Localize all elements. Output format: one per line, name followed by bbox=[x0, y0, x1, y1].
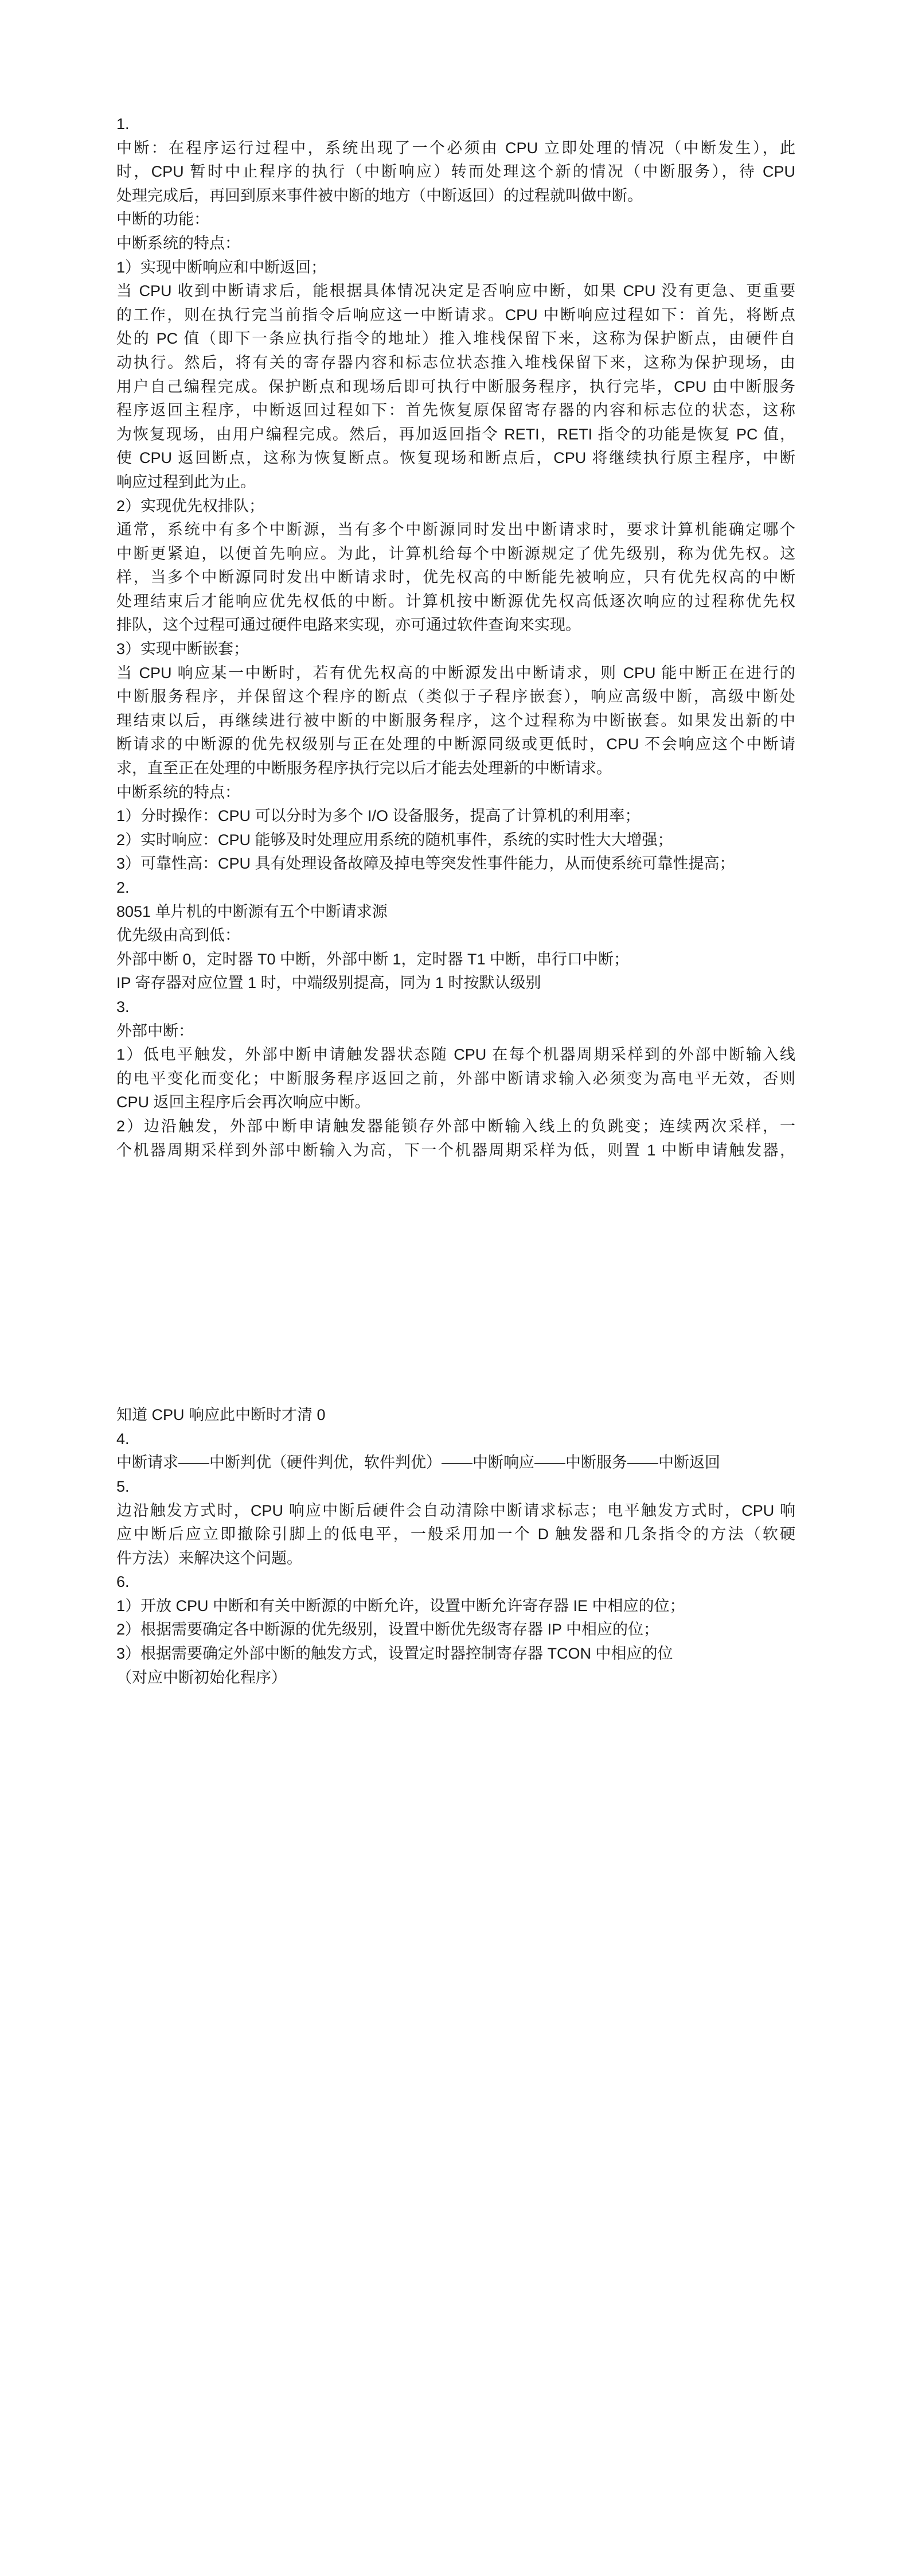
text-line: 中断系统的特点： bbox=[116, 234, 240, 252]
text-line: 3. bbox=[116, 998, 130, 1015]
text-line: 求，直至正在处理的中断服务程序执行完以后才能去处理新的中断请求。 bbox=[116, 760, 612, 777]
text-line: 样，当多个中断源同时发出中断请求时，优先权高的中断能先被响应，只有优先权高的中断 bbox=[116, 569, 795, 586]
text-line: 处理结束后才能响应优先权低的中断。计算机按中断源优先权高低逐次响应的过程称优先权 bbox=[116, 592, 795, 610]
text-line: 理结束以后，再继续进行被中断的中断服务程序，这个过程称为中断嵌套。如果发出新的中 bbox=[116, 711, 795, 729]
text-line: 排队，这个过程可通过硬件电路来实现，亦可通过软件查询来实现。 bbox=[116, 616, 581, 634]
text-line: 外部中断： bbox=[116, 1022, 194, 1040]
text-line: 知道 CPU 响应此中断时才清 0 bbox=[116, 1406, 326, 1424]
text-line: 3）可靠性高：CPU 具有处理设备故障及掉电等突发性事件能力，从而使系统可靠性提高； bbox=[116, 855, 735, 873]
text-line: 优先级由高到低： bbox=[116, 927, 240, 944]
text-line: 中断：在程序运行过程中，系统出现了一个必须由 CPU 立即处理的情况（中断发生），此 bbox=[116, 139, 795, 157]
text-line: 2）实时响应：CPU 能够及时处理应用系统的随机事件，系统的实时性大大增强； bbox=[116, 831, 673, 849]
text-line: 用户自己编程完成。保护断点和现场后即可执行中断服务程序，执行完毕，CPU 由中断服务 bbox=[116, 378, 795, 395]
text-line: 通常，系统中有多个中断源，当有多个中断源同时发出中断请求时，要求计算机能确定哪个 bbox=[116, 521, 795, 539]
text-line: 2）边沿触发，外部中断申请触发器能锁存外部中断输入线上的负跳变；连续两次采样，一 bbox=[116, 1117, 795, 1135]
text-line: （对应中断初始化程序） bbox=[116, 1668, 287, 1686]
text-line: 程序返回主程序，中断返回过程如下：首先恢复原保留寄存器的内容和标志位的状态，这称 bbox=[116, 402, 795, 419]
text-line: 边沿触发方式时，CPU 响应中断后硬件会自动清除中断请求标志；电平触发方式时，CPU 响 bbox=[116, 1501, 795, 1519]
text-line: 1）开放 CPU 中断和有关中断源的中断允许，设置中断允许寄存器 IE 中相应的位； bbox=[116, 1597, 685, 1614]
document-content bbox=[116, 112, 795, 1690]
text-line: 1. bbox=[116, 115, 130, 133]
text-line: 当 CPU 响应某一中断时，若有优先权高的中断源发出中断请求，则 CPU 能中断正在进行的 bbox=[116, 664, 795, 682]
text-line: 件方法）来解决这个问题。 bbox=[116, 1549, 302, 1567]
text-line: IP 寄存器对应位置 1 时，中端级别提高，同为 1 时按默认级别 bbox=[116, 974, 541, 992]
text-line: 2. bbox=[116, 879, 130, 896]
text-line: 处的 PC 值（即下一条应执行指令的地址）推入堆栈保留下来，这称为保护断点，由硬件自 bbox=[116, 330, 795, 348]
text-line: 断请求的中断源的优先权级别与正在处理的中断源同级或更低时，CPU 不会响应这个中断请 bbox=[116, 736, 795, 753]
text-line: 的工作，则在执行完当前指令后响应这一中断请求。CPU 中断响应过程如下：首先，将断点 bbox=[116, 306, 795, 324]
text-line: CPU 返回主程序后会再次响应中断。 bbox=[116, 1094, 370, 1111]
text-line: 中断更紧迫，以便首先响应。为此，计算机给每个中断源规定了优先级别，称为优先权。这 bbox=[116, 544, 795, 562]
page-break-gap bbox=[116, 1162, 795, 1403]
text-line: 2）实现优先权排队； bbox=[116, 497, 265, 515]
text-line: 1）分时操作：CPU 可以分时为多个 I/O 设备服务，提高了计算机的利用率； bbox=[116, 807, 640, 825]
text-line: 3）根据需要确定外部中断的触发方式，设置定时器控制寄存器 TCON 中相应的位 bbox=[116, 1645, 673, 1663]
text-line: 2）根据需要确定各中断源的优先级别，设置中断优先级寄存器 IP 中相应的位； bbox=[116, 1621, 659, 1639]
text-line: 8051 单片机的中断源有五个中断请求源 bbox=[116, 902, 388, 920]
text-line: 的电平变化而变化；中断服务程序返回之前，外部中断请求输入必须变为高电平无效，否则 bbox=[116, 1069, 795, 1087]
text-line: 6. bbox=[116, 1573, 130, 1591]
text-line: 中断服务程序，并保留这个程序的断点（类似于子程序嵌套），响应高级中断，高级中断处 bbox=[116, 688, 795, 706]
text-line: 应中断后应立即撤除引脚上的低电平，一般采用加一个 D 触发器和几条指令的方法（软硬 bbox=[116, 1526, 795, 1543]
text-line: 为恢复现场，由用户编程完成。然后，再加返回指令 RETI，RETI 指令的功能是恢复 PC 值， bbox=[116, 425, 795, 443]
text-line: 中断系统的特点： bbox=[116, 783, 240, 801]
text-line: 当 CPU 收到中断请求后，能根据具体情况决定是否响应中断，如果 CPU 没有更急、更重要 bbox=[116, 282, 795, 300]
text-line: 外部中断 0，定时器 T0 中断，外部中断 1，定时器 T1 中断，串行口中断； bbox=[116, 950, 630, 968]
text-line: 3）实现中断嵌套； bbox=[116, 640, 249, 658]
text-line: 1）低电平触发，外部中断申请触发器状态随 CPU 在每个机器周期采样到的外部中断输入线 bbox=[116, 1046, 795, 1064]
text-line: 动执行。然后，将有关的寄存器内容和标志位状态推入堆栈保留下来，这称为保护现场，由 bbox=[116, 353, 795, 371]
text-line: 4. bbox=[116, 1430, 130, 1447]
text-line: 处理完成后，再回到原来事件被中断的地方（中断返回）的过程就叫做中断。 bbox=[116, 186, 643, 204]
text-line: 响应过程到此为止。 bbox=[116, 473, 256, 491]
text-line: 中断的功能： bbox=[116, 211, 209, 228]
text-line: 1）实现中断响应和中断返回； bbox=[116, 258, 327, 276]
text-line: 5. bbox=[116, 1477, 130, 1495]
text-line: 个机器周期采样到外部中断输入为高，下一个机器周期采样为低，则置 1 中断申请触发器， bbox=[116, 1141, 795, 1159]
text-line: 中断请求——中断判优（硬件判优，软件判优）——中断响应——中断服务——中断返回 bbox=[116, 1454, 720, 1472]
text-line: 时，CPU 暂时中止程序的执行（中断响应）转而处理这个新的情况（中断服务），待 CPU bbox=[116, 163, 795, 181]
text-line: 使 CPU 返回断点，这称为恢复断点。恢复现场和断点后，CPU 将继续执行原主程序，中断 bbox=[116, 449, 795, 467]
